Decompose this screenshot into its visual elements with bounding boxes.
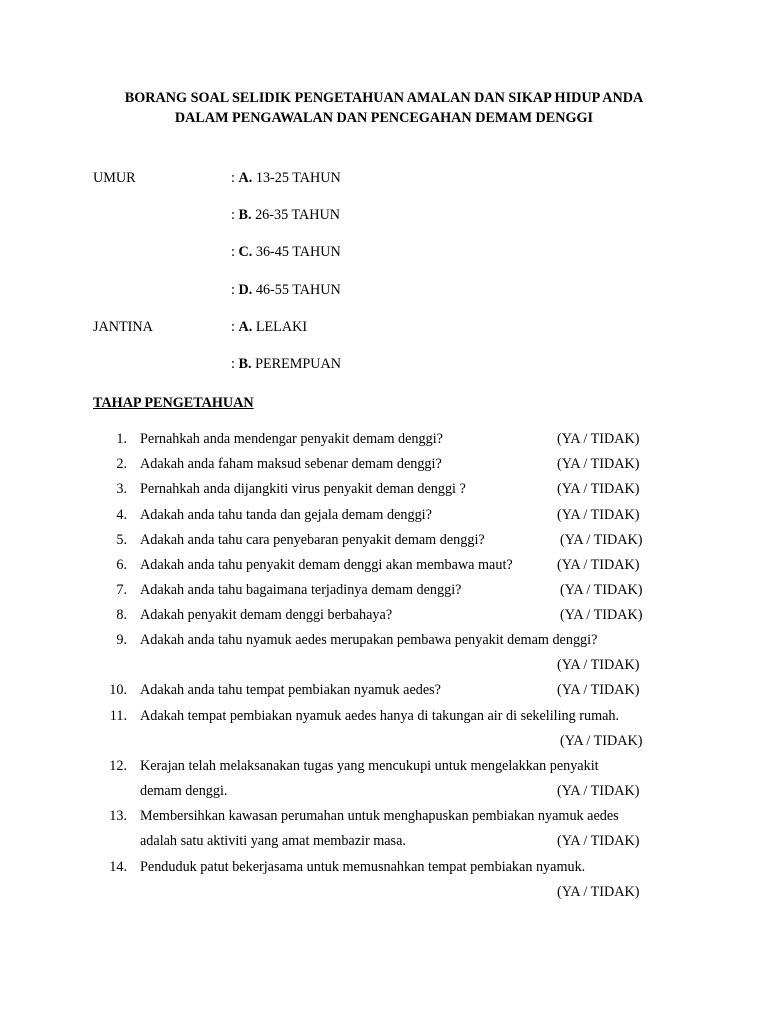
answer-choice[interactable]: (YA / TIDAK) <box>557 481 640 497</box>
answer-choice[interactable]: (YA / TIDAK) <box>557 783 640 799</box>
question-number: 8. <box>116 607 127 623</box>
umur-label: UMUR <box>93 170 136 186</box>
question-text: Adakah tempat pembiakan nyamuk aedes hanya di takungan air di sekeliling rumah. <box>140 708 620 724</box>
question-text: Pernahkah anda dijangkiti virus penyakit deman denggi ? <box>140 481 466 497</box>
question-number: 11. <box>109 708 127 724</box>
question-number: 2. <box>116 456 127 472</box>
jantina-option-b[interactable] <box>231 355 341 373</box>
question-number: 14. <box>109 859 127 875</box>
question-number: 3. <box>116 481 127 497</box>
jantina-option-a[interactable] <box>231 318 307 336</box>
option-text: 36-45 TAHUN <box>252 244 341 260</box>
question-number: 13. <box>109 808 127 824</box>
option-prefix: : <box>231 207 239 223</box>
question-number: 6. <box>116 557 127 573</box>
question-text: Adakah anda tahu cara penyebaran penyakit demam denggi? <box>140 532 485 548</box>
answer-choice[interactable]: (YA / TIDAK) <box>560 582 643 598</box>
option-letter: B. <box>238 356 252 372</box>
answer-choice[interactable]: (YA / TIDAK) <box>557 833 640 849</box>
form-title <box>60 88 708 128</box>
option-letter: A. <box>238 319 253 335</box>
question-text-continued: adalah satu aktiviti yang amat membazir masa. <box>140 833 406 849</box>
option-letter: B. <box>238 207 252 223</box>
answer-choice[interactable]: (YA / TIDAK) <box>560 607 643 623</box>
question-text: Adakah anda tahu penyakit demam denggi akan membawa maut? <box>140 557 513 573</box>
option-prefix: : <box>231 319 239 335</box>
option-text: LELAKI <box>252 319 308 335</box>
answer-choice[interactable]: (YA / TIDAK) <box>557 557 640 573</box>
question-text: Adakah anda tahu nyamuk aedes merupakan pembawa penyakit demam denggi? <box>140 632 598 648</box>
answer-choice[interactable]: (YA / TIDAK) <box>557 456 640 472</box>
option-letter: C. <box>238 244 253 260</box>
answer-choice[interactable]: (YA / TIDAK) <box>557 431 640 447</box>
option-text: 46-55 TAHUN <box>252 282 341 298</box>
question-number: 12. <box>109 758 127 774</box>
answer-choice[interactable]: (YA / TIDAK) <box>557 884 640 900</box>
question-text: Adakah anda tahu tempat pembiakan nyamuk aedes? <box>140 682 441 698</box>
option-prefix: : <box>231 170 239 186</box>
question-number: 5. <box>116 532 127 548</box>
option-text: PEREMPUAN <box>251 356 341 372</box>
option-prefix: : <box>231 244 239 260</box>
umur-option-a[interactable] <box>231 169 341 187</box>
question-text: Adakah anda faham maksud sebenar demam denggi? <box>140 456 442 472</box>
form-title-line-1: BORANG SOAL SELIDIK PENGETAHUAN AMALAN DAN SIKAP HIDUP ANDA <box>124 90 644 106</box>
form-title-line-2: DALAM PENGAWALAN DAN PENCEGAHAN DEMAM DENGGI <box>174 110 594 126</box>
option-text: 26-35 TAHUN <box>251 207 340 223</box>
option-text: 13-25 TAHUN <box>252 170 341 186</box>
umur-option-d[interactable] <box>231 281 341 299</box>
answer-choice[interactable]: (YA / TIDAK) <box>557 682 640 698</box>
option-letter: A. <box>238 170 253 186</box>
question-number: 7. <box>116 582 127 598</box>
question-number: 1. <box>116 431 127 447</box>
question-text: Adakah penyakit demam denggi berbahaya? <box>140 607 393 623</box>
question-text-continued: demam denggi. <box>140 783 228 799</box>
umur-option-b[interactable] <box>231 206 340 224</box>
answer-choice[interactable]: (YA / TIDAK) <box>560 532 643 548</box>
option-prefix: : <box>231 282 239 298</box>
answer-choice[interactable]: (YA / TIDAK) <box>560 733 643 749</box>
option-prefix: : <box>231 356 239 372</box>
question-number: 4. <box>116 507 127 523</box>
answer-choice[interactable]: (YA / TIDAK) <box>557 657 640 673</box>
question-text: Penduduk patut bekerjasama untuk memusnahkan tempat pembiakan nyamuk. <box>140 859 586 875</box>
question-text: Adakah anda tahu tanda dan gejala demam denggi? <box>140 507 432 523</box>
question-text: Adakah anda tahu bagaimana terjadinya demam denggi? <box>140 582 462 598</box>
question-number: 10. <box>109 682 127 698</box>
option-letter: D. <box>238 282 253 298</box>
question-text: Kerajan telah melaksanakan tugas yang mencukupi untuk mengelakkan penyakit <box>140 758 599 774</box>
umur-option-c[interactable] <box>231 243 341 261</box>
question-number: 9. <box>116 632 127 648</box>
question-text: Membersihkan kawasan perumahan untuk menghapuskan pembiakan nyamuk aedes <box>140 808 619 824</box>
question-text: Pernahkah anda mendengar penyakit demam denggi? <box>140 431 443 447</box>
answer-choice[interactable]: (YA / TIDAK) <box>557 507 640 523</box>
section-title: TAHAP PENGETAHUAN <box>93 395 254 411</box>
jantina-label: JANTINA <box>93 319 153 335</box>
